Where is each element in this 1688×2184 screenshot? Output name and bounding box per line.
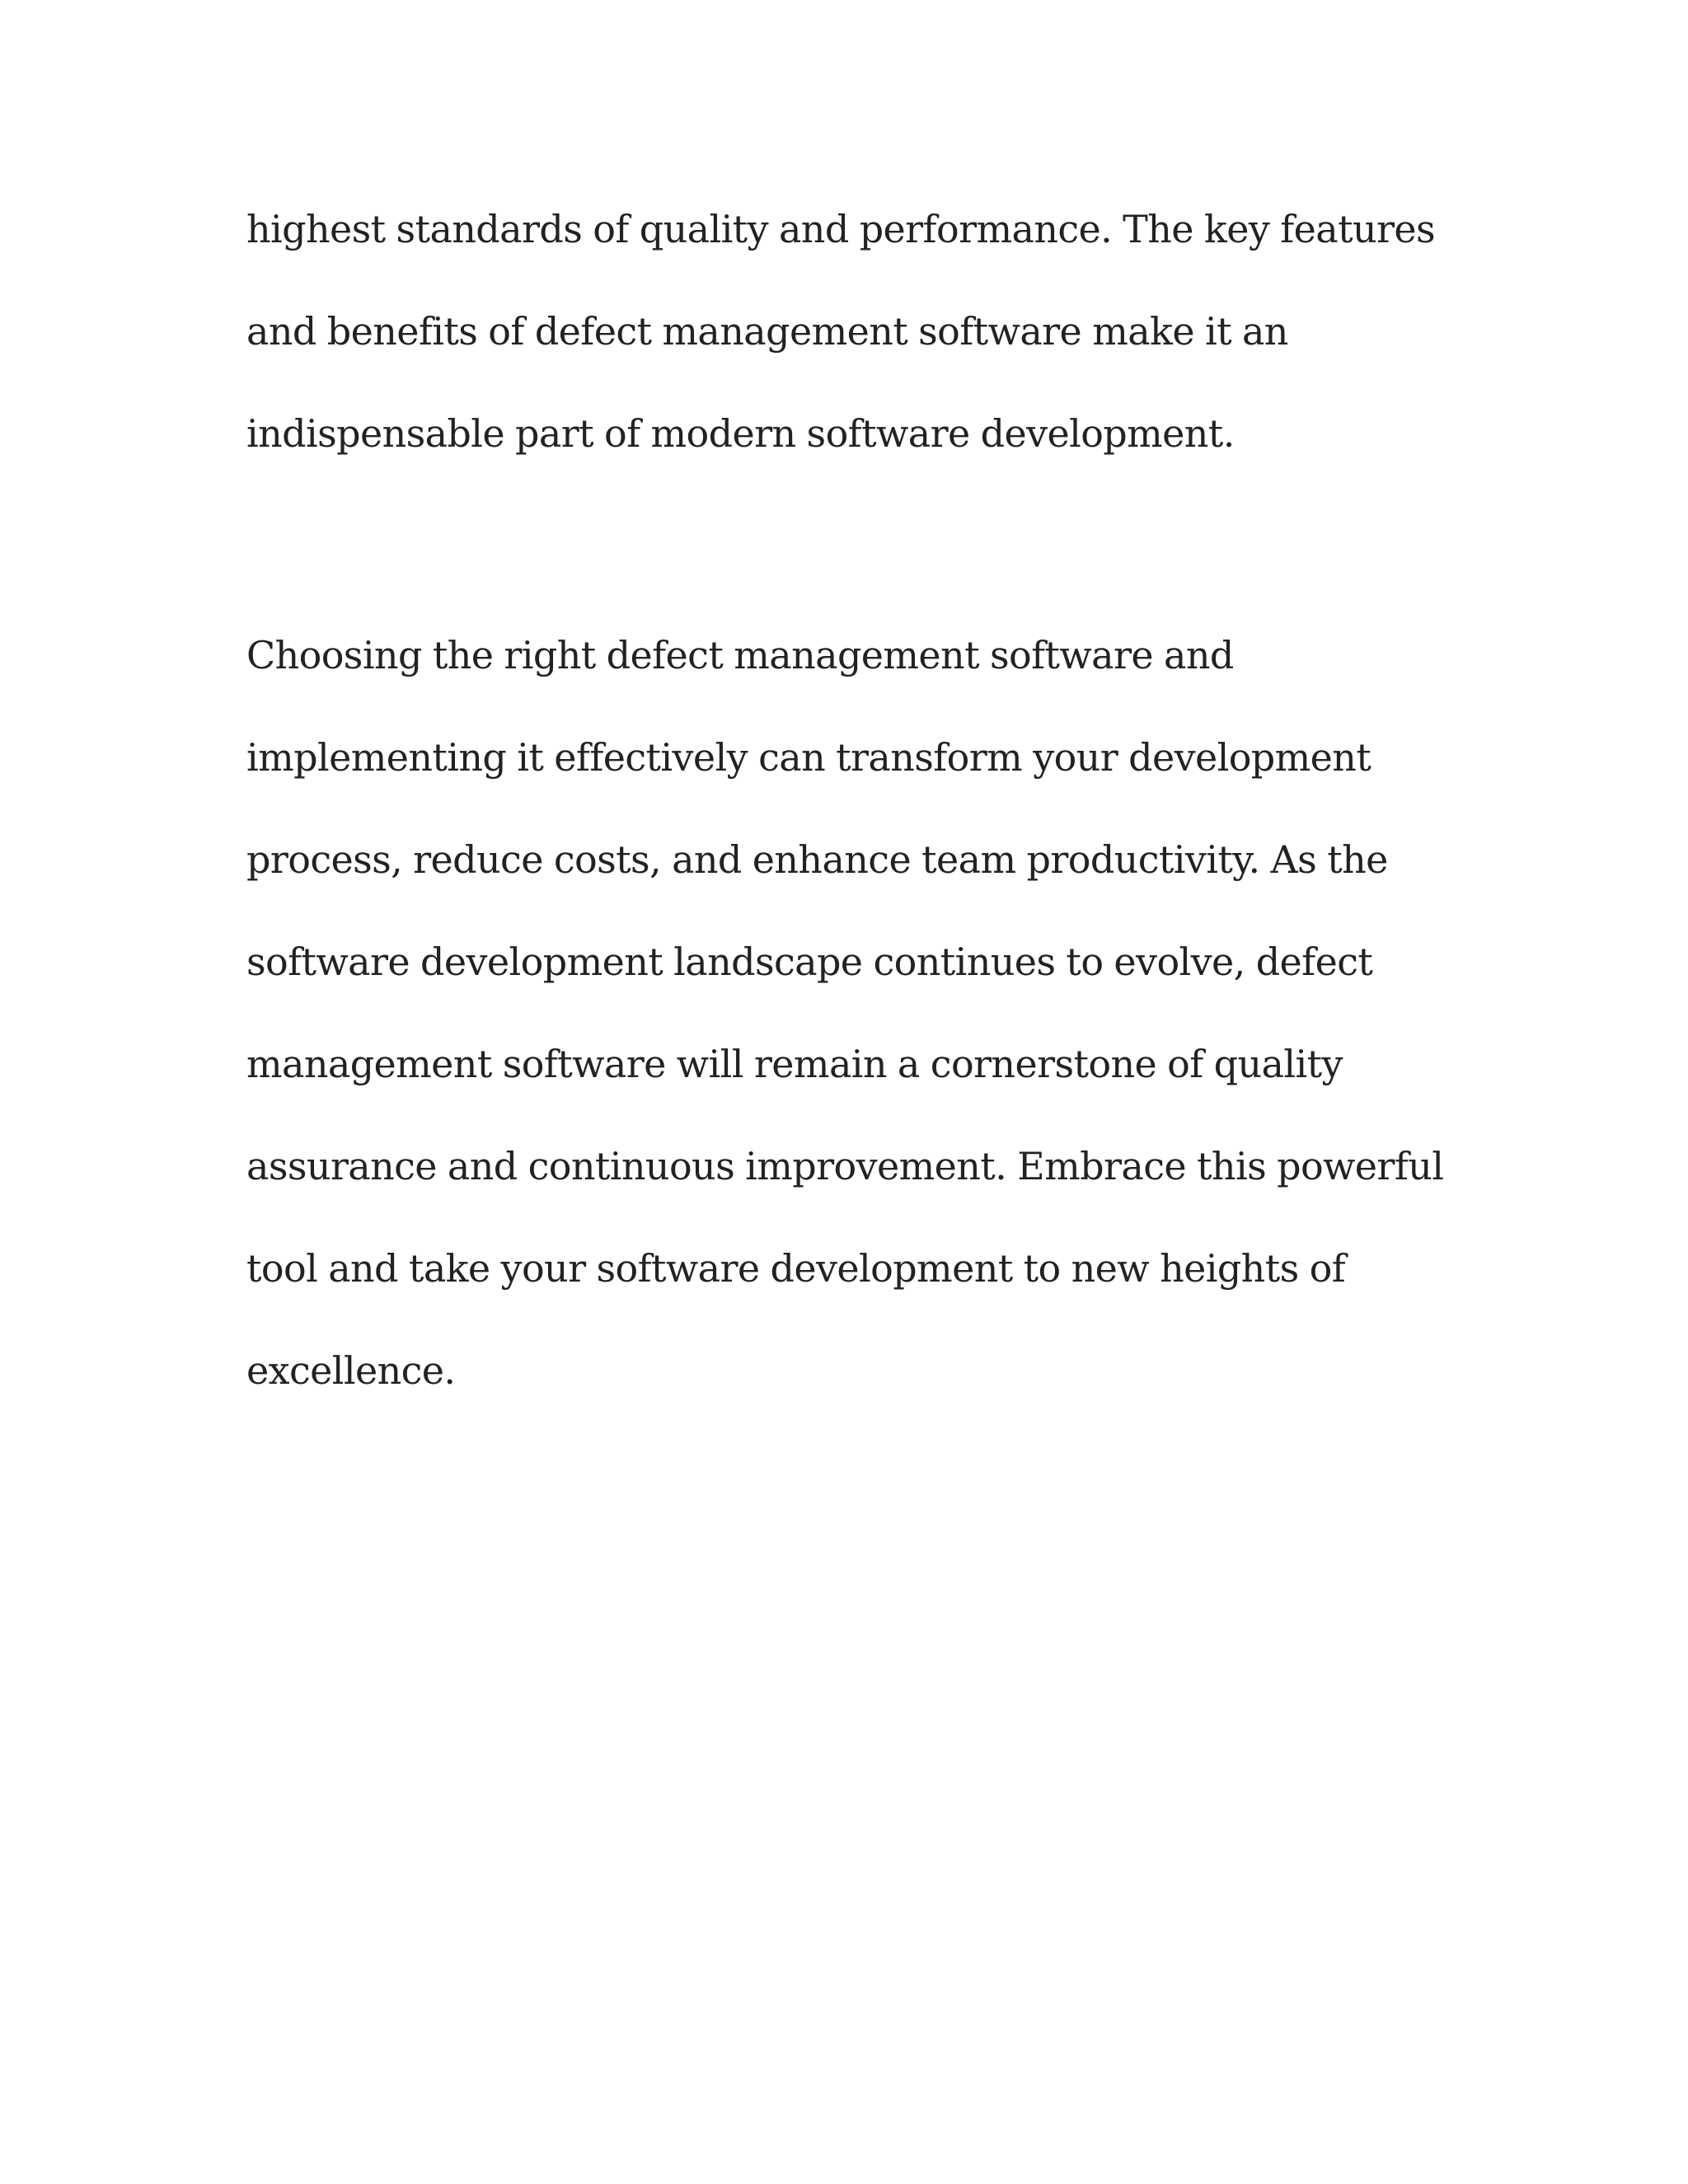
text-line: indispensable part of modern software development.	[246, 411, 1235, 456]
text-line: excellence.	[246, 1348, 456, 1393]
paragraph-2	[246, 604, 1466, 1422]
text-line: process, reduce costs, and enhance team productivity. As the	[246, 837, 1388, 882]
text-line: highest standards of quality and performance. The key features	[246, 207, 1436, 251]
text-line: implementing it effectively can transform your development	[246, 735, 1372, 780]
text-line: tool and take your software development to new heights of	[246, 1246, 1346, 1291]
text-line: assurance and continuous improvement. Embrace this powerful	[246, 1144, 1444, 1188]
text-line: management software will remain a cornerstone of quality	[246, 1042, 1343, 1086]
document-body	[246, 178, 1466, 1422]
paragraph-1	[246, 178, 1466, 485]
text-line: and benefits of defect management software make it an	[246, 309, 1288, 354]
text-line: software development landscape continues to evolve, defect	[246, 940, 1373, 984]
text-line: Choosing the right defect management software and	[246, 633, 1234, 677]
